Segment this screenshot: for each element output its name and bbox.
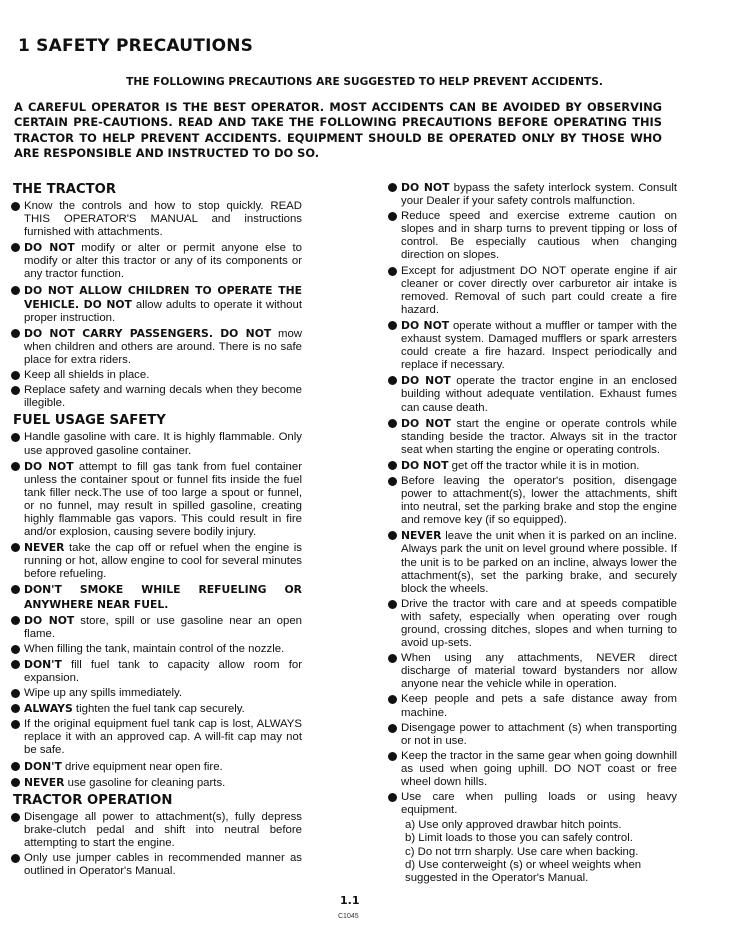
section-heading-operation: TRACTOR OPERATION: [13, 792, 173, 808]
list-item: [387, 459, 677, 473]
item-text: Disengage all power to attachment(s), fully depress brake-clutch pedal and shift into neutral before attempting to start the engine.: [24, 810, 302, 849]
list-item: [387, 374, 677, 414]
sub-item: b) Limit loads to those you can safely control.: [405, 832, 633, 845]
item-text: Use care when pulling loads or using heavy equipment.: [401, 791, 677, 817]
list-item: [387, 417, 677, 457]
list-item: [10, 776, 302, 790]
item-text: take the cap off or refuel when the engine is running or hot, allow engine to cool for several minutes before refueling.: [24, 542, 302, 581]
item-text: modify or alter or permit anyone else to modify or alter this tractor or any of its components or any tractor function.: [24, 242, 302, 281]
item-text: allow adults to operate it without proper instruction.: [24, 298, 302, 324]
page-subtitle: THE FOLLOWING PRECAUTIONS ARE SUGGESTED TO HELP PREVENT ACCIDENTS.: [126, 76, 603, 88]
emphasis-text: DON'T: [24, 759, 62, 773]
operation-list-right: [387, 181, 677, 817]
bullet-icon: [388, 376, 397, 385]
bullet-icon: [11, 778, 20, 787]
bullet-icon: [388, 419, 397, 428]
list-item: [387, 265, 677, 317]
bullet-icon: [11, 660, 20, 669]
list-item: [387, 693, 677, 719]
bullet-icon: [11, 813, 20, 822]
item-text: Handle gasoline with care. It is highly flammable. Only use approved gasoline container.: [24, 431, 302, 457]
sub-item: d) Use conterweight (s) or wheel weights when suggested in the Operator's Manual.: [405, 858, 642, 884]
section-heading-fuel: FUEL USAGE SAFETY: [13, 413, 166, 429]
list-item: [10, 702, 302, 716]
item-text: start the engine or operate controls while standing beside the tractor. Always sit in the tractor seat when starting the engine or operating controls.: [401, 417, 678, 456]
list-item: [10, 369, 302, 382]
bullet-icon: [11, 616, 20, 625]
item-text: drive equipment near open fire.: [61, 760, 223, 773]
emphasis-text: DO NOT: [24, 459, 74, 473]
left-column: [10, 180, 302, 880]
item-text: Only use jumper cables in recommended manner as outlined in Operator's Manual.: [24, 852, 302, 878]
bullet-icon: [388, 654, 397, 663]
bullet-icon: [11, 371, 20, 380]
bullet-icon: [11, 433, 20, 442]
item-text: attempt to fill gas tank from fuel container unless the container spout or funnel fits inside the fuel tank filler neck.The use of too large a spout or funnel, or no funnel, may result in spilled gasoline, creating highly flammable gas vapors. This could result in fire and/or explosion, causing severe bodily injury.: [24, 460, 303, 539]
emphasis-text: DO NOT: [401, 318, 450, 332]
list-item: [10, 541, 302, 581]
list-item: [10, 658, 302, 685]
list-item: [10, 431, 302, 457]
item-text: When using any attachments, NEVER direct discharge of material toward bystanders nor allow anyone near the vehicle while in operation.: [401, 652, 677, 691]
emphasis-text: DO NOT: [401, 181, 450, 194]
emphasis-text: DON'T: [24, 657, 62, 671]
bullet-icon: [11, 329, 20, 338]
bullet-icon: [11, 689, 20, 698]
list-item: [387, 598, 677, 650]
emphasis-text: ALWAYS: [24, 702, 73, 716]
item-text: bypass the safety interlock system. Consult your Dealer if your safety controls malfunction.: [401, 182, 678, 208]
bullet-icon: [11, 854, 20, 863]
bullet-icon: [11, 462, 20, 471]
item-text: get off the tractor while it is in motion.: [448, 459, 640, 472]
sub-item: a) Use only approved drawbar hitch points.: [405, 819, 622, 832]
emphasis-text: DO NOT: [24, 241, 75, 255]
list-item: [10, 327, 302, 367]
item-text: Wipe up any spills immediately.: [24, 687, 183, 700]
list-item: [10, 643, 302, 656]
bullet-icon: [388, 724, 397, 733]
emphasis-text: DO NOT: [401, 374, 451, 388]
fuel-list: [10, 431, 302, 789]
intro-paragraph: A CAREFUL OPERATOR IS THE BEST OPERATOR. MOST ACCIDENTS CAN BE AVOIDED BY OBSERVING CERTAIN PRE-CAUTIONS. READ AND TAKE THE FOLLOWING PRECAUTIONS BEFORE OPERATING THIS TRACTOR TO HELP PREVENT ACCIDENTS. EQUIPMENT SHOULD BE OPERATED ONLY BY THOSE WHO ARE RESPONSIBLE AND INSTRUCTED TO DO SO.: [14, 100, 662, 160]
list-item: [387, 210, 677, 262]
bullet-icon: [388, 477, 397, 486]
item-text: operate the tractor engine in an enclosed building without adequate ventilation. Exhaust fumes can cause death.: [401, 375, 677, 414]
list-item: [10, 760, 302, 774]
item-text: Before leaving the operator's position, disengage power to attachment(s), lower the attachments, shift into neutral, set the parking brake and stop the engine and remove key (if so equipped).: [401, 474, 677, 527]
item-text: Keep the tractor in the same gear when going downhill as used when going uphill. DO NOT coast or free wheel down hills.: [401, 749, 677, 789]
item-text: Know the controls and how to stop quickly. READ THIS OPERATOR'S MANUAL and instructions furnished with attachments.: [24, 200, 302, 239]
bullet-icon: [388, 267, 397, 276]
list-item: [10, 583, 302, 611]
bullet-icon: [388, 212, 397, 221]
bullet-icon: [11, 645, 20, 654]
bullet-icon: [11, 386, 20, 395]
bullet-icon: [388, 793, 397, 802]
right-column: [387, 181, 677, 885]
list-item: [387, 750, 677, 789]
list-item: [10, 614, 302, 641]
bullet-icon: [388, 600, 397, 609]
emphasis-text: DO NOT: [401, 416, 451, 430]
list-item: [10, 200, 302, 239]
item-text: store, spill or use gasoline near an open flame.: [24, 614, 302, 640]
list-item: [10, 718, 302, 757]
emphasis-text: DON'T SMOKE WHILE REFUELING OR ANYWHERE NEAR FUEL.: [24, 583, 302, 611]
item-text: mow when children and others are around. There is no safe place for extra riders.: [24, 327, 303, 367]
list-item: [387, 475, 677, 527]
list-item: [387, 529, 677, 595]
item-text: leave the unit when it is parked on an incline. Always park the unit on level ground where possible. If the unit is to be parked on an incline, always lower the attachment(s), set the parking brake, and securely block the wheels.: [401, 530, 677, 595]
emphasis-text: NEVER: [24, 775, 65, 789]
item-text: Except for adjustment DO NOT operate engine if air cleaner or cover directly over carburetor air intake is removed. Removal of such part could create a fire hazard.: [401, 264, 677, 316]
item-text: Drive the tractor with care and at speeds compatible with safety, especially when operating over rough ground, crossing ditches, slopes and when turning to avoid up-sets.: [401, 597, 677, 650]
item-text: If the original equipment fuel tank cap is lost, ALWAYS replace it with an approved cap. A will-fit cap may not be safe.: [24, 718, 302, 757]
bullet-icon: [11, 585, 20, 594]
bullet-icon: [11, 286, 20, 295]
section-heading-tractor: THE TRACTOR: [13, 182, 117, 197]
bullet-icon: [11, 543, 20, 552]
bullet-icon: [388, 752, 397, 761]
list-item: [10, 284, 302, 325]
bullet-icon: [11, 704, 20, 713]
list-item: [10, 241, 302, 281]
page-number: 1.1: [340, 894, 360, 907]
item-text: Keep people and pets a safe distance away from machine.: [401, 693, 677, 719]
operation-list-left: [10, 811, 302, 878]
list-item: [10, 384, 302, 410]
emphasis-text: DO NOT: [24, 613, 75, 627]
bullet-icon: [388, 321, 397, 330]
emphasis-text: DO NOT CARRY PASSENGERS. DO NOT: [24, 326, 272, 340]
sub-items: [387, 819, 677, 884]
bullet-icon: [388, 531, 397, 540]
item-text: Disengage power to attachment (s) when transporting or not in use.: [401, 721, 677, 747]
sub-item: c) Do not trrn sharply. Use care when backing.: [405, 845, 639, 858]
bullet-icon: [388, 183, 397, 192]
bullet-icon: [11, 720, 20, 729]
list-item: [10, 687, 302, 700]
list-item: [10, 460, 302, 540]
item-text: When filling the tank, maintain control of the nozzle.: [24, 642, 285, 655]
document-code: C1045: [338, 913, 359, 920]
item-text: Keep all shields in place.: [24, 369, 150, 382]
item-text: fill fuel tank to capacity allow room for expansion.: [24, 658, 302, 684]
item-text: Reduce speed and exercise extreme caution on slopes and in sharp turns to prevent tipping or loss of control. Be especially cautious when changing direction on slopes.: [401, 210, 677, 262]
item-text: use gasoline for cleaning parts.: [64, 776, 226, 789]
tractor-list: [10, 200, 302, 410]
item-text: operate without a muffler or tamper with the exhaust system. Damaged mufflers or spark arresters could create a fire hazard. Inspect periodically and replace if necessary.: [401, 319, 678, 372]
list-item: [387, 652, 677, 691]
list-item: [10, 811, 302, 850]
emphasis-text: NEVER: [401, 529, 442, 543]
list-item: [10, 852, 302, 878]
list-item: [387, 319, 677, 372]
emphasis-text: DO NOT: [401, 458, 449, 472]
emphasis-text: DO NOT ALLOW CHILDREN TO OPERATE THE VEHICLE. DO NOT: [24, 283, 302, 311]
bullet-icon: [11, 762, 20, 771]
item-text: tighten the fuel tank cap securely.: [72, 703, 245, 716]
item-text: Replace safety and warning decals when they become illegible.: [24, 384, 302, 410]
bullet-icon: [11, 202, 20, 211]
list-item: [387, 791, 677, 817]
page-title: 1 SAFETY PRECAUTIONS: [18, 36, 254, 56]
emphasis-text: NEVER: [24, 541, 65, 555]
list-item: [387, 722, 677, 748]
list-item: [387, 181, 677, 208]
bullet-icon: [388, 461, 397, 470]
bullet-icon: [11, 243, 20, 252]
bullet-icon: [388, 695, 397, 704]
